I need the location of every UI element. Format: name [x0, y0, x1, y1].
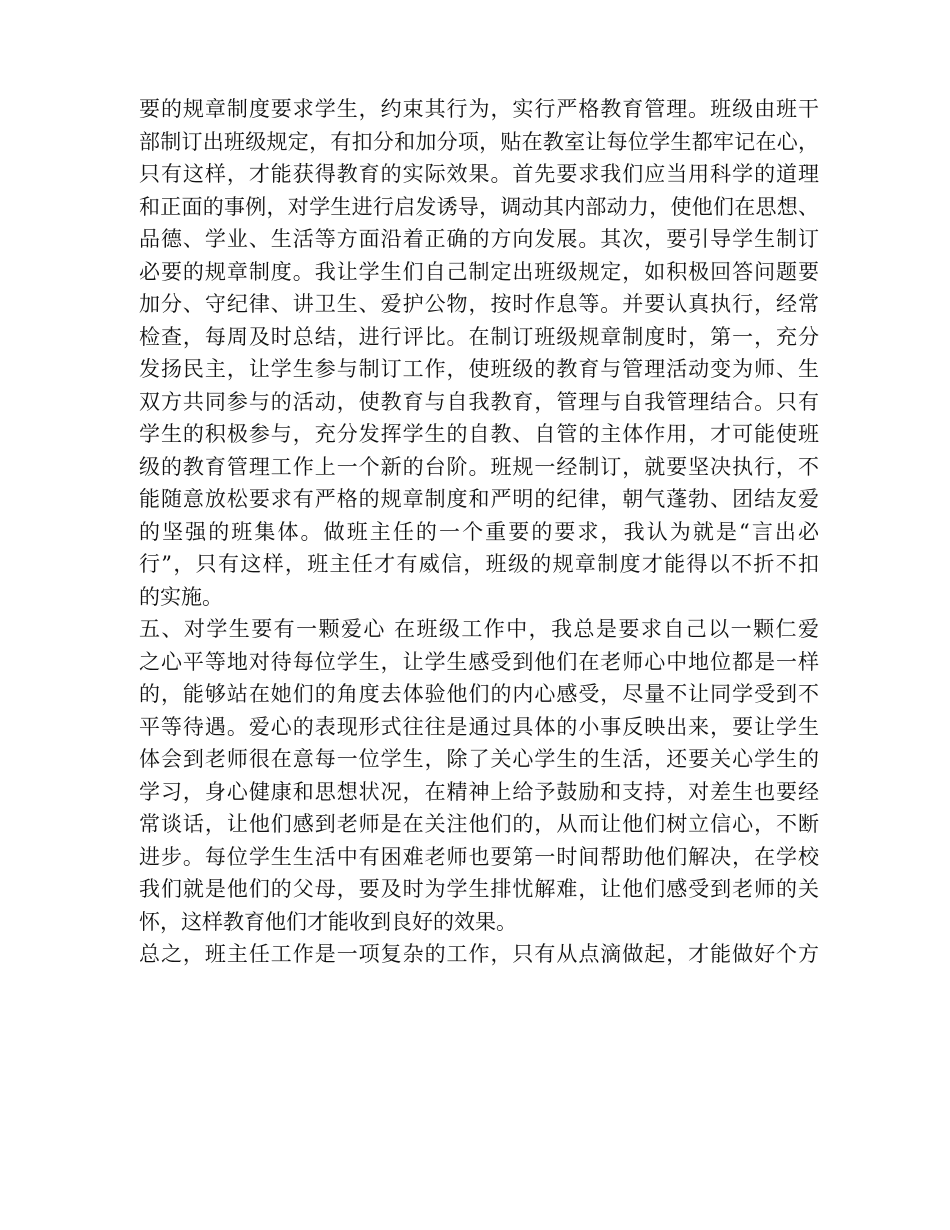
text-line: 只有这样，才能获得教育的实际效果。首先要求我们应当用科学的道理 [139, 162, 819, 186]
text-line: 进步。每位学生生活中有困难老师也要第一时间帮助他们解决，在学校 [139, 844, 819, 869]
text-line: 品德、学业、生活等方面沿着正确的方向发展。其次，要引导学生制订 [139, 227, 819, 251]
text-line: 的实施。 [139, 584, 223, 609]
text-line: 五、对学生要有一颗爱心 在班级工作中，我总是要求自己以一颗仁爱 [139, 617, 819, 641]
text-line: 平等待遇。爱心的表现形式往往是通过具体的小事反映出来，要让学生 [139, 714, 819, 739]
text-line: 的坚强的班集体。做班主任的一个重要的要求，我认为就是“言出必 [139, 519, 819, 544]
text-line: 双方共同参与的活动，使教育与自我教育，管理与自我管理结合。只有 [139, 389, 819, 414]
text-line: 学习，身心健康和思想状况，在精神上给予鼓励和支持，对差生也要经 [139, 779, 819, 804]
text-line: 级的教育管理工作上一个新的台阶。班规一经制订，就要坚决执行，不 [139, 454, 819, 479]
text-line: 的，能够站在她们的角度去体验他们的内心感受，尽量不让同学受到不 [139, 682, 819, 706]
text-line: 部制订出班级规定，有扣分和加分项，贴在教室让每位学生都牢记在心， [139, 129, 819, 154]
text-line: 必要的规章制度。我让学生们自己制定出班级规定，如积极回答问题要 [139, 259, 819, 284]
document-body [139, 93, 819, 971]
text-line: 体会到老师很在意每一位学生，除了关心学生的生活，还要关心学生的 [139, 747, 819, 771]
text-line: 怀，这样教育他们才能收到良好的效果。 [139, 909, 517, 934]
text-line: 加分、守纪律、讲卫生、爱护公物，按时作息等。并要认真执行，经常 [139, 292, 819, 316]
text-line: 行”，只有这样，班主任才有威信，班级的规章制度才能得以不折不扣 [139, 552, 819, 576]
text-line: 我们就是他们的父母，要及时为学生排忧解难，让他们感受到老师的关 [139, 877, 819, 901]
text-line: 要的规章制度要求学生，约束其行为，实行严格教育管理。班级由班干 [139, 97, 819, 121]
text-line: 发扬民主，让学生参与制订工作，使班级的教育与管理活动变为师、生 [139, 357, 819, 381]
text-line: 和正面的事例，对学生进行启发诱导，调动其内部动力，使他们在思想、 [139, 194, 819, 219]
text-line: 总之，班主任工作是一项复杂的工作，只有从点滴做起，才能做好个方 [139, 942, 819, 966]
text-line: 检查，每周及时总结，进行评比。在制订班级规章制度时，第一，充分 [139, 324, 819, 349]
text-line: 能随意放松要求有严格的规章制度和严明的纪律，朝气蓬勃、团结友爱 [139, 487, 819, 511]
text-line: 学生的积极参与，充分发挥学生的自教、自管的主体作用，才可能使班 [139, 422, 819, 446]
text-line: 之心平等地对待每位学生，让学生感受到他们在老师心中地位都是一样 [139, 649, 819, 674]
text-line: 常谈话，让他们感到老师是在关注他们的，从而让他们树立信心，不断 [139, 812, 819, 836]
